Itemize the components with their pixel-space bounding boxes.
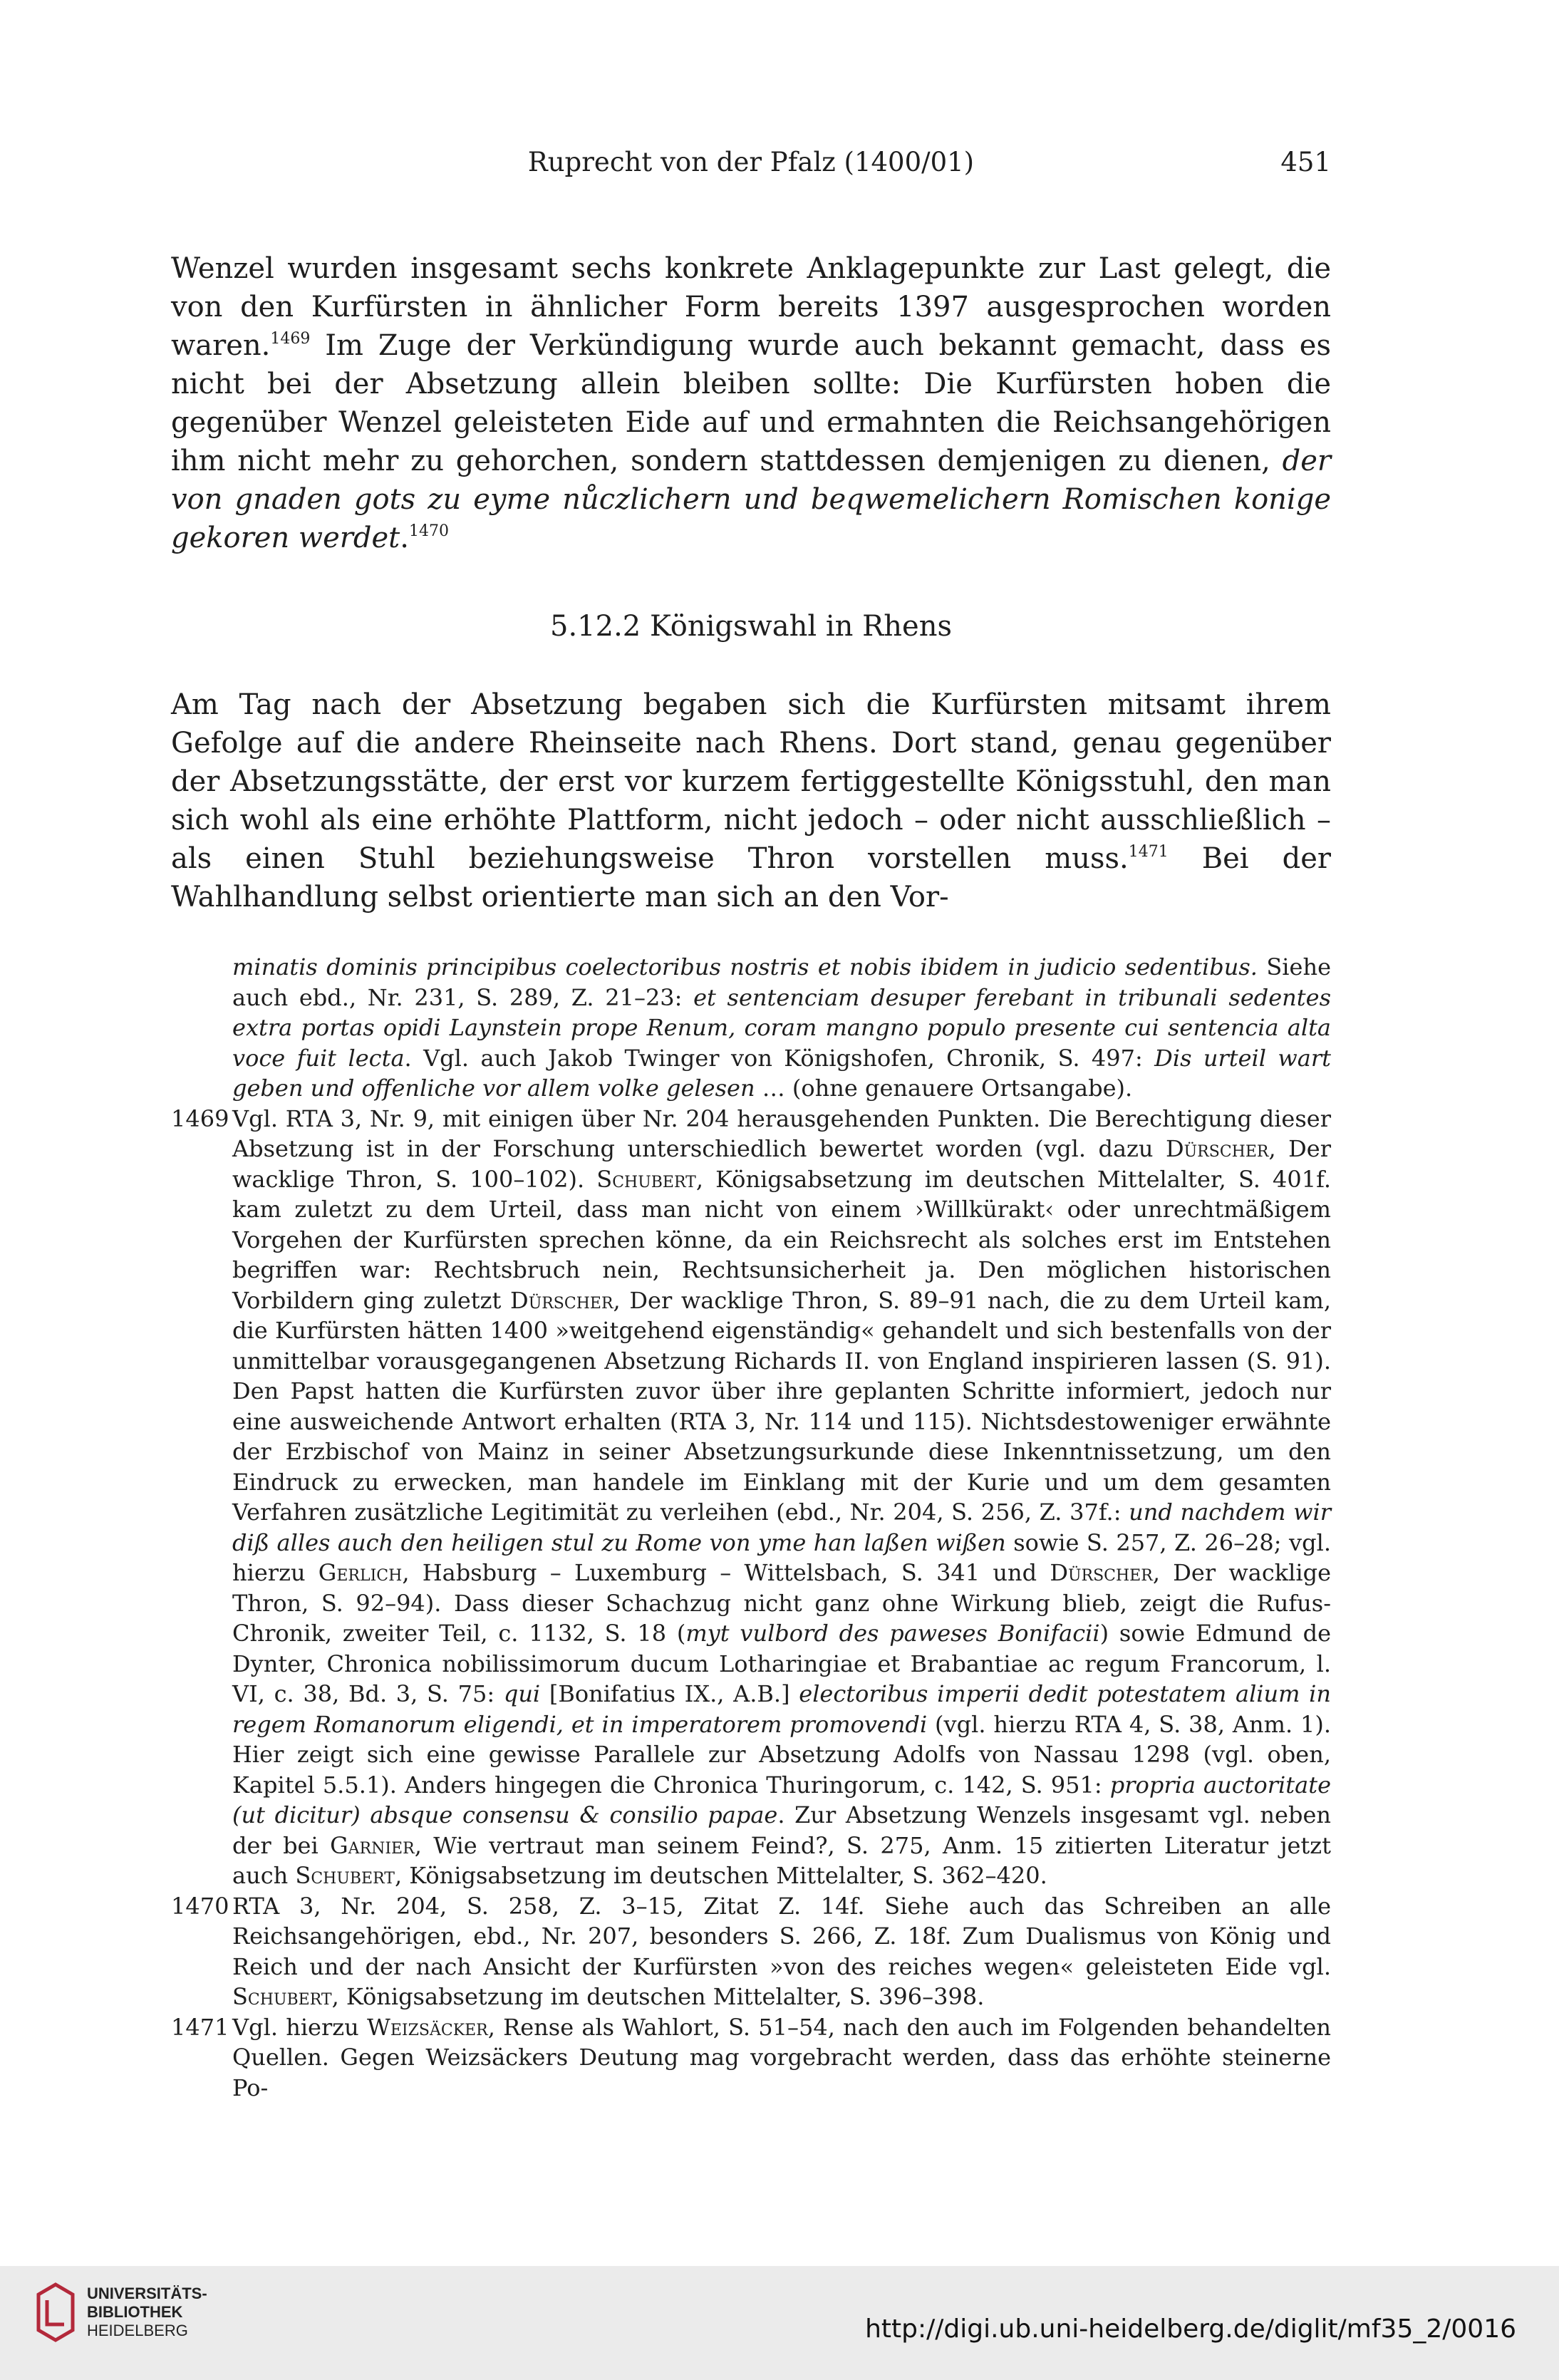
fn-text: … (ohne genauere Ortsangabe). <box>755 1075 1133 1102</box>
fn-text: Vgl. hierzu <box>232 2013 367 2041</box>
footnote-number: 1470 <box>171 1892 229 1920</box>
fn-text: , Habsburg – Luxemburg – Wittelsbach, S. 341 und <box>402 1559 1050 1586</box>
footnote-1469 <box>171 1104 1331 1891</box>
fn-text: . Vgl. auch Jakob Twinger von Königshofen, Chronik, S. 497: <box>404 1044 1155 1072</box>
footnote-text <box>232 2012 1331 2104</box>
footnote-ref-1471[interactable]: 1471 <box>1128 843 1169 861</box>
fn-text: ) sowie Edmund de Dynter, Chronica nobilissimorum ducum Lotharingiae et Brabantiae ac regum Francorum, l. VI, c. 38, Bd. 3, S. 75: <box>232 1620 1332 1707</box>
library-logo[interactable] <box>34 2280 207 2344</box>
para-text: Bei der Wahlhandlung selbst orientierte man sich an den Vor- <box>171 842 1331 914</box>
fn-quote: et sentenciam desuper ferebant in tribunali sedentes extra portas opidi Laynstein prope Renum, coram mangno populo presente cui sentencia alta voce fuit lecta <box>232 983 1332 1072</box>
footnotes <box>171 952 1331 2103</box>
fn-author: Garnier <box>330 1831 415 1859</box>
fn-text: Vgl. RTA 3, Nr. 9, mit einigen über Nr. 204 herausgehenden Punkten. Die Berechtigung dieser Absetzung ist in der Forschung unterschiedlich bewertet worden (vgl. dazu <box>232 1104 1331 1162</box>
body-paragraph-2 <box>171 685 1331 916</box>
footnote-1471 <box>171 2012 1331 2104</box>
para-text: Im Zuge der Verkündigung wurde auch bekannt gemacht, dass es nicht bei der Absetzung allein bleiben sollte: Die Kurfürsten hoben die gegenüber Wenzel geleisteten Eide auf und ermahnten die Reichsangehörigen ihm nicht mehr zu gehorchen, sondern stattdessen demjenigen zu dienen, <box>171 329 1331 477</box>
fn-quote: qui <box>503 1680 541 1707</box>
footnote-text <box>232 1104 1331 1891</box>
fn-text: , Der wacklige Thron, S. 89–91 nach, die zu dem Urteil kam, die Kurfürsten hätten 1400 »weitgehend eigenständig« gehandelt und sich bestenfalls von der unmittelbar vorausgegangenen Absetzung Richards II. von England inspirieren lassen (S. 91). Den Papst hatten die Kurfürsten zuvor über ihre geplanten Schritte informiert, jedoch nur eine ausweichende Antwort erhalten (RTA 3, Nr. 114 und 115). Nichtsdestoweniger erwähnte der Erzbischof von Mainz in seiner Absetzungsurkunde diese Inkenntnissetzung, um den Eindruck zu erwecken, man handele im Einklang mit der Kurie und um dem gesamten Verfahren zusätzliche Legitimität zu verleihen (ebd., Nr. 204, S. 256, Z. 37f.: <box>232 1286 1332 1526</box>
library-logo-text <box>87 2285 207 2340</box>
fn-text: , Königsabsetzung im deutschen Mittelalter, S. 396–398. <box>331 1983 985 2010</box>
fn-quote: myt vulbord des paweses Bonifacii <box>685 1620 1100 1647</box>
logo-line: HEIDELBERG <box>87 2322 188 2339</box>
fn-text: , Königsabsetzung im deutschen Mittelalter, S. 362–420. <box>394 1862 1047 1889</box>
footnote-number: 1469 <box>171 1104 229 1132</box>
footnote-number: 1471 <box>171 2013 229 2041</box>
body-paragraph-1 <box>171 249 1331 557</box>
fn-text: , Wie vertraut man seinem Feind?, S. 275, Anm. 15 zitierten Literatur jetzt auch <box>232 1831 1332 1889</box>
fn-quote: und nachdem wir diß alles auch den heiligen stul zu Rome von yme han laßen wißen <box>232 1499 1332 1556</box>
fn-author: Dürscher <box>1050 1559 1153 1586</box>
para-text: Wenzel wurden insgesamt sechs konkrete Anklagepunkte zur Last gelegt, die von den Kurfürsten in ähnlicher Form bereits 1397 ausgesprochen worden waren. <box>171 252 1331 362</box>
fn-text: [Bonifatius IX., A.B.] <box>540 1680 799 1707</box>
fn-text: Siehe auch ebd., Nr. 231, S. 289, Z. 21–23: <box>232 953 1332 1011</box>
fn-author: Schubert <box>295 1862 395 1889</box>
running-title: Ruprecht von der Pfalz (1400/01) <box>527 147 975 177</box>
fn-quote: minatis dominis principibus coelectoribus nostris et nobis ibidem in judicio sedentibus. <box>232 953 1258 981</box>
footnote-continuation <box>171 952 1331 1104</box>
footnote-1470 <box>171 1891 1331 2012</box>
fn-author: Dürscher <box>510 1286 613 1314</box>
fn-text: sowie S. 257, Z. 26–28; vgl. hierzu <box>232 1528 1332 1586</box>
para-text: . <box>400 522 409 554</box>
para-quote: der von gnaden gots zu eyme nůczlichern und beqwemelichern Romischen konige gekoren werdet <box>171 445 1331 554</box>
fn-text: RTA 3, Nr. 204, S. 258, Z. 3–15, Zitat Z. 14f. Siehe auch das Schreiben an alle Reichsangehörigen, ebd., Nr. 207, besonders S. 266, Z. 18f. Zum Dualismus von König und Reich und der nach Ansicht der Kurfürsten »von des reiches wegen« geleisteten Eide vgl. <box>232 1892 1331 1980</box>
fn-text: . Zur Absetzung Wenzels insgesamt vgl. neben der bei <box>232 1801 1331 1859</box>
fn-quote: electoribus imperii dedit potestatem alium in regem Romanorum eligendi, et in imperatorem promovendi <box>232 1680 1332 1738</box>
logo-line: BIBLIOTHEK <box>87 2303 183 2321</box>
library-logo-icon <box>34 2280 77 2344</box>
footnote-ref-1470[interactable]: 1470 <box>408 522 449 540</box>
fn-author: Schubert <box>232 1983 332 2010</box>
source-url[interactable]: http://digi.ub.uni-heidelberg.de/diglit/mf35_2/0016 <box>865 2314 1516 2344</box>
fn-text: , Der wacklige Thron, S. 100–102). <box>232 1135 1332 1193</box>
page-number: 451 <box>1280 147 1331 177</box>
section-heading: 5.12.2 Königswahl in Rhens <box>550 610 952 643</box>
fn-author: Gerlich <box>318 1559 403 1586</box>
fn-author: Schubert <box>596 1165 696 1193</box>
fn-author: Dürscher <box>1165 1135 1269 1162</box>
fn-text: , Der wacklige Thron, S. 92–94). Dass dieser Schachzug nicht ganz ohne Wirkung blieb, zeigt die Rufus-Chronik, zweiter Teil, c. 1132, S. 18 ( <box>232 1559 1332 1647</box>
fn-quote: Dis urteil wart geben und offenliche vor allem volke gelesen <box>232 1044 1332 1102</box>
footnote-text <box>232 1891 1331 2012</box>
fn-author: Weizsäcker <box>366 2013 488 2041</box>
fn-quote: propria auctoritate (ut dicitur) absque consensu & consilio papae <box>232 1771 1332 1828</box>
fn-text: , Königsabsetzung im deutschen Mittelalter, S. 401f. kam zuletzt zu dem Urteil, dass man nicht von einem ›Willkürakt‹ oder unrechtmäßigem Vorgehen der Kurfürsten sprechen könne, da ein Reichsrecht als solches erst im Entstehen begriffen war: Rechtsbruch nein, Rechtsunsicherheit ja. Den möglichen historischen Vorbildern ging zuletzt <box>232 1165 1332 1314</box>
logo-line: UNIVERSITÄTS- <box>87 2285 207 2302</box>
footnote-ref-1469[interactable]: 1469 <box>270 330 311 348</box>
fn-text: , Rense als Wahlort, S. 51–54, nach den auch im Folgenden behandelten Quellen. Gegen Weizsäckers Deutung mag vorgebracht werden, dass das erhöhte steinerne Po- <box>232 2013 1332 2101</box>
para-text: Am Tag nach der Absetzung begaben sich die Kurfürsten mitsamt ihrem Gefolge auf die andere Rheinseite nach Rhens. Dort stand, genau gegenüber der Absetzungsstätte, der erst vor kurzem fertiggestellte Königsstuhl, den man sich wohl als eine erhöhte Plattform, nicht jedoch – oder nicht ausschließlich – als einen Stuhl beziehungsweise Thron vorstellen muss. <box>171 688 1331 875</box>
fn-text: (vgl. hierzu RTA 4, S. 38, Anm. 1). Hier zeigt sich eine gewisse Parallele zur Absetzung Adolfs von Nassau 1298 (vgl. oben, Kapitel 5.5.1). Anders hingegen die Chronica Thuringorum, c. 142, S. 951: <box>232 1710 1332 1799</box>
